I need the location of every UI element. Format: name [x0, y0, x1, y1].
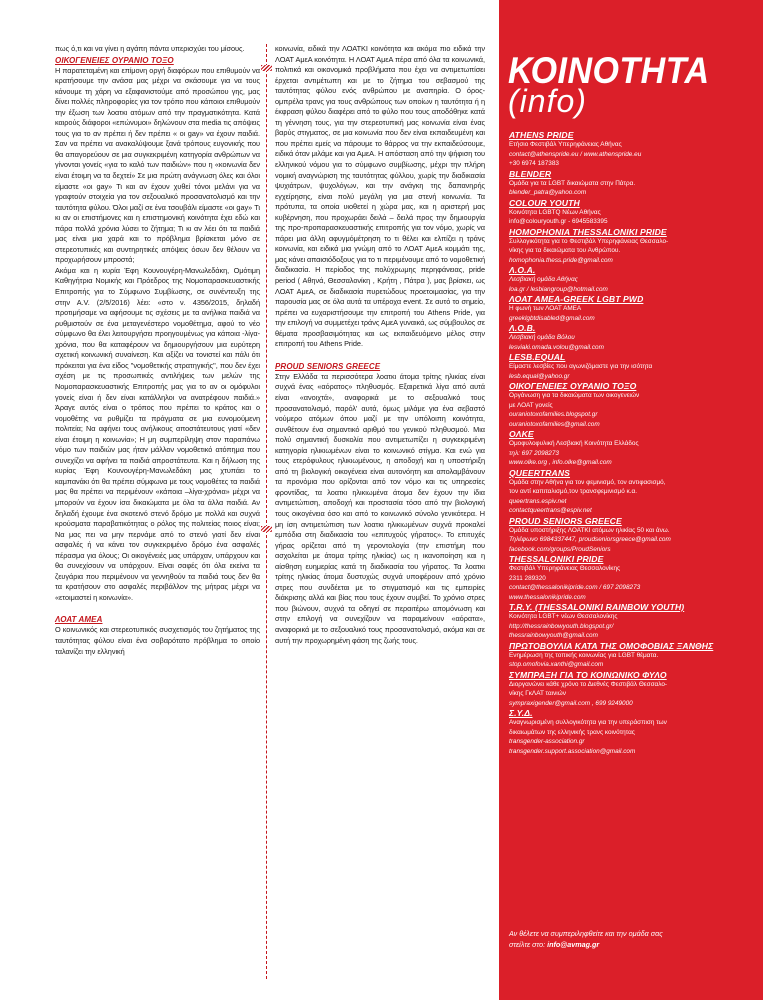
organization-detail: www.thessalonikipride.com: [509, 593, 586, 601]
organization-detail: http://thessrainbowyouth.blogspot.gr/: [509, 622, 614, 630]
footer-prefix: στείλτε στο:: [509, 940, 548, 949]
paragraph: Ο κοινωνικός και στερεοτυπικός συσχετισμός του ζητήματος της ταυτότητας φύλου είναι ένα σοβαρότατο πρόβλημα το οποίο ταλανίζει την ελληνική: [55, 625, 260, 656]
footer-note: Αν θέλετε να συμπεριληφθείτε και την ομάδα σας: [509, 929, 663, 938]
organization-detail: contact@athenspride.eu / www.athenspride.eu: [509, 150, 642, 158]
organization-detail: loa.gr / lesbiangroup@hotmail.com: [509, 285, 608, 293]
organization-detail: thessrainbowyouth@gmail.com: [509, 632, 598, 639]
organization-detail: Λεσβιακή ομάδα Βόλου: [509, 334, 575, 341]
organization-detail: τηλ: 697 2098273: [509, 449, 559, 457]
organization-detail: greeklgbtdisabled@gmail.com: [509, 314, 595, 322]
organization-name: T.R.Y. (THESSALONIKI RAINBOW YOUTH): [509, 602, 685, 612]
organization-entry: [509, 323, 757, 352]
paragraph: πως ό,τι και να γίνει η αγάπη πάντα υπερισχύει του μίσους.: [55, 44, 245, 53]
organization-entry: [509, 130, 757, 169]
organization-detail: τον αντί καπιταλισμό,τον τρανσφεμινισμό κ.α.: [509, 488, 637, 495]
organization-detail: lesb.equal@yahoo.gr: [509, 372, 570, 380]
community-info-sidebar: [499, 0, 763, 1000]
article-column-1: [55, 44, 260, 657]
organization-detail: transgender-association.gr: [509, 738, 585, 745]
organization-detail: lesviaki.omada.volou@gmail.com: [509, 343, 604, 351]
organization-detail: Ομάδα υποστήριξης ΛΟΑΤΚΙ ατόμων ηλικίας 50 και άνω.: [509, 526, 670, 534]
organization-entry: [509, 468, 757, 516]
organization-detail: homophonia.thess.pride@gmail.com: [509, 256, 613, 264]
divider-hatch: [261, 65, 272, 71]
organization-name: Λ.Ο.Β.: [509, 323, 536, 333]
organization-name: Σ.Υ.Δ.: [509, 708, 533, 718]
organization-detail: δικαιωμάτων της ελληνικής τρανς κοινότητας: [509, 728, 635, 736]
organization-detail: ouraniotoxofamilies.blogspot.gr: [509, 411, 598, 418]
section-heading-disabled: ΛΟΑΤ ΑΜΕΑ: [55, 615, 103, 625]
divider-hatch: [261, 526, 272, 532]
section-heading-families: ΟΙΚΟΓΕΝΕΙΕΣ ΟΥΡΑΝΙΟ ΤΟΞΟ: [55, 55, 174, 65]
organization-name: ΟΙΚΟΓΕΝΕΙΕΣ ΟΥΡΑΝΙΟ ΤΟΞΟ: [509, 381, 637, 391]
organization-detail: Λεσβιακή ομάδα Αθήνας: [509, 276, 578, 283]
sidebar-footer: [509, 928, 757, 950]
organization-name: QUEERTRANS: [509, 467, 571, 478]
organization-detail: με ΛΟΑΤ γονείς: [509, 401, 553, 409]
organization-detail: facebook.com/groups/ProudSeniors: [509, 545, 611, 553]
organization-detail: νίκης ΓκΛΑΤ ταινιών: [509, 690, 566, 697]
organization-detail: blender_patra@yahoo.com: [509, 189, 587, 196]
article-column-2: [275, 44, 485, 646]
organization-entry: [509, 554, 757, 602]
paragraph: Στην Ελλάδα τα περισσότερα λοατκι άτομα τρίτης ηλικίας είναι συχνά ένας «αόρατος» πληθυσμός. Εξαιρετικά λίγα από αυτά είναι «ανοιχτά», αναφορικά με το σεξουαλικό τους προσανατολισμό, παρόλ' αυτά, όμως μιλάμε για ένα σεβαστό νούμερο ατόμων όπου μαζί με την υπόλοιπη κοινότητα, συνθέτουν ένα σημαντικό αριθμό του γενικού πληθυσμού. Μια πολύ σημαντική δυσκολία που αντιμετωπίζει η συγκεκριμένη κατηγορία ηλικιωμένων είναι το κοινωνικό στίγμα. Και ενώ για τους ετερόφυλους ηλικιωμένους, η αποδοχή και η υποστήριξη από τη βιολογική οικογένεια είναι αυτονόητη και απολαμβάνουν τα προνόμια που ορίζονται από τον νόμο και τις υπηρεσίες φροντίδας, τα λοατκι ηλικιωμένα άτομα δεν έχουν την ίδια αντιμετώπιση, αποδοχή και προστασία τόσο από την βιολογική τους οικογένεια όσο και από το κοινωνικό σύνολο γενικότερα. Η μη ίση αντιμετώπιση των λοατκι ηλικιωμένων συχνά προκαλεί εμπόδια στη διαδικασία του «επιτυχούς γήρατος». Το επιτυχές γήρας ορίζεται από τη γεροντολογία (την επιστήμη που ασχολείται με άτομα τρίτης ηλικίας) ως η ικανοποίηση και η αίσθηση ευημερίας κατά τη διαδικασία του γήρατος. Τα λοατκι τρίτης ηλικίας άτομα δυστυχώς συχνά υποφέρουν από χρόνιο στρες που συνδέεται με το στιγματισμό και τις εμπειρίες διάκρισης αλλά και βίας που τους έχουν συμβεί. Το χρόνιο στρες που βιώνουν, συχνά τα οδηγεί σε περαιτέρω απομόνωση και στην επιλογή να συνεχίζουν να παραμείνουν «αόρατα», αναφορικά με το σεξουαλικό τους προσανατολισμό, ακόμα και σε αυτή την προχωρημένη φάση της ζωής τους.: [275, 371, 485, 645]
organization-detail: Ομάδα στην Αθήνα για τον φεμινισμό, τον αντιφασισμό,: [509, 478, 666, 486]
organization-name: LESB.EQUAL: [509, 352, 566, 362]
organization-detail: Ομάδα για τα LGBT δικαιώματα στην Πάτρα.: [509, 179, 636, 187]
organization-name: ΣΥΜΠΡΑΞΗ ΓΙΑ ΤΟ ΚΟΙΝΩΝΙΚΟ ΦΥΛΟ: [509, 669, 667, 680]
organization-detail: Διοργανώνει κάθε χρόνο το Διεθνές Φεστιβάλ Θεσσαλο-: [509, 680, 668, 688]
organization-detail: Συλλογικότητα για το Φεστιβάλ Υπερηφάνειας Θεσσαλο-: [509, 237, 669, 245]
organization-detail: Ομοφυλοφυλική Λεσβιακή Κοινότητα Ελλάδος: [509, 440, 639, 447]
organization-name: ΛΟΑΤ AMEA-GREEK LGBT PWD: [509, 294, 644, 304]
organization-entry: [509, 294, 757, 323]
paragraph: Η παρατεταμένη και επίμονη οργή διαφόρων που επιθυμούν να κρατήσουμε την ανάσα μας μέχρι να σκάσουμε για να τους κάνουμε τη χάρη να εξαφανιστούμε από προσώπου γης, μας δίνει πολλές πληροφορίες για τον τρόπο που κάποιοι επιθυμούν την έξωση των λοατκι ατόμων από την πραγματικότητα. Κατά καιρούς διάφοροι «επώνυμοι» δηλώνουν στα media τις απόψεις τους για το αν πρέπει ή δεν πρέπει « οι gay» να έχουν παιδιά. Σαν να πρέπει να ανακαλύψουμε ξανά τρόπους ευγονικής που θα απαγορεύουν σε μια συγκεκριμένη κατηγορία ανθρώπων να γίνονται γονείς «για το καλό των παιδιών» που η «κοινωνία δεν είναι έτοιμη να τα δεχτεί» Σε μια πρώτη ανάγνωση όλες και όλοι είμαστε «οι gay» Τι και αν έχουν χυθεί τόνοι μελάνι για να γραφτούν στοιχεία για τον σεξουαλικό προσανατολισμό και την ταυτότητα φύλου. Όλοι μαζί σε ένα τσουβάλι είμαστε «οι gay» Τι κι αν οι επιστήμονες και η επιστημονική κοινότητα έχει εδώ και πάρα πολλά χρόνια λύσει το ζήτημα; Τι κι αν λέει ότι τα παιδιά μας είναι μια χαρά και το πρόβλημα βρίσκεται μόνο σε στερεοτυπικές και συντηρητικές απόψεις όσων δεν θέλουν να προχωρήσουν μπροστά;: [55, 65, 260, 265]
organization-detail: transgender.support.association@gmail.com: [509, 747, 636, 755]
organization-detail: sympraxigender@gmail.com , 699 9249000: [509, 699, 633, 707]
organization-entry: [509, 708, 757, 756]
organization-detail: info@colouryouth.gr - 6945583395: [509, 218, 608, 225]
column-divider: [266, 44, 267, 979]
organization-name: ΟΛΚΕ: [509, 429, 534, 439]
organization-detail: Ετήσιο Φεστιβάλ Υπερηφάνειας Αθήνας: [509, 141, 622, 148]
organization-name: ATHENS PRIDE: [509, 130, 574, 140]
organization-name: THESSALONIKI PRIDE: [509, 554, 604, 564]
organization-detail: Είμαστε λεσβίες που αγωνιζόμαστε για την ισότητα: [509, 363, 653, 370]
organization-entry: [509, 381, 757, 429]
organization-entry: [509, 429, 757, 468]
organization-detail: Κοινότητα LGBTQ Νέων Αθήνας: [509, 208, 601, 216]
paragraph: Ακόμα και η κυρία Έφη Κουνουγέρη-Μανωλεδάκη, Ομότιμη Καθηγήτρια Νομικής και Πρόεδρος της Νομοπαρασκευαστικής Επιτροπής για το Σύμφωνο Συμβίωσης, σε συνέντευξη της στην Α.V. (2/5/2016) λέει: «στο ν. 4356/2015, δηλαδή προτιμήσαμε να αφήσουμε τις σχέσεις με τα ανήλικα παιδιά να ρυθμιστούν σε ένα μεταγενέστερο νομοθέτημα, αφού το νέο σύμφωνο θα έλει λειτουργήσει προηγουμένως για κάποια -λίγα- χρόνια, που θα καταφέρουν να δημιουργήσουν μια ευρύτερη σχετική κοινωνική συναίνεση. Και αξίζει να τονιστεί και πάλι ότι πρόκειται για ένα είδος "νομοθετικής στρατηγικής", που δεν έχει σχέση με τις προσωπικές αντιλήψεις των μελών της Νομοπαρασκευαστικής Επιτροπής μας για το αν οι ομόφυλοι γονείς είναι ή δεν είναι κατάλληλοι να ανατρέφουν παιδιά.» Άραγε αυτός είναι ο τρόπος που πρέπει το κράτος και ο νομοθέτης να ρυθμίζει τα πράγματα σε μια ευνομούμενη πολιτεία; Να αφήνει τους ανήλικους αποστάτευτους γιατί «δεν είναι έτοιμη η κοινωνία»; Η μη συμπερίληψη στον παραπάνω νόμο των παιδιών μας ήταν μάλλον νομοθετικό ατόπημα που συνεχίζει να αφήνει τα παιδιά απροστάτευτα. Και η δήλωση της κυρίας Έφη Κουνουγέρη-Μανωλεδάκη μας χτυπάει το καμπανάκι ότι θα πρέπει σύμφωνα με τους νομοθέτες τα παιδιά μας θα πρέπει να περιμένουν «κάποια –λίγα-χρόνια» μέχρι να μπορούν να έχουν ίσα δικαιώματα με όλα τα άλλα παιδιά. Αν δηλαδή έχουμε ένα σκοτεινό στενό δρόμο με πολλά και συχνά κρούσματα παραβατικότητας ο ρόλος της πολιτείας ποιος είναι; Να μας πει να μην περνάμε από το στενό γιατί δεν είναι ασφαλές ή να κάνει τον συγκεκριμένο δρόμο ένα ασφαλές πέρασμα για όλους; Οι οικογένειές μας υπάρχαν, υπάρχουν και θα συνεχίσουν να υπάρχουν. Είναι σαφές ότι όλα εκείνα τα ζευγάρια που περιμένουν να γεννηθούν τα παιδιά τους δεν θα τα κρατήσουν στο ασφαλές περιβάλλον της μήτρας μέχρι να «ετοιμαστεί η κοινωνία».: [55, 265, 260, 602]
organization-entry: [509, 602, 757, 641]
sidebar-subtitle: (info): [508, 83, 587, 119]
organization-detail: contactqueertrans@espiv.net: [509, 507, 592, 514]
organization-list: [509, 130, 757, 756]
sidebar-title: ΚΟΙΝΟΤΗΤΑ: [508, 50, 710, 91]
organization-entry: [509, 670, 757, 709]
organization-detail: www.olke.org , info.olke@gmail.com: [509, 459, 612, 466]
organization-entry: [509, 516, 757, 555]
organization-entry: [509, 265, 757, 294]
organization-name: BLENDER: [509, 168, 552, 179]
organization-detail: νίκης για τα δικαιώματα του Ανθρώπου.: [509, 247, 621, 254]
organization-detail: Φεστιβάλ Υπερηφάνειας Θεσσαλονίκης: [509, 565, 621, 572]
organization-name: ΠΡΩΤΟΒΟΥΛΙΑ ΚΑΤΑ ΤΗΣ ΟΜΟΦΟΒΙΑΣ ΞΑΝΘΗΣ: [509, 640, 714, 651]
organization-name: HOMOPHONIA THESSALONIKI PRIDE: [509, 226, 667, 237]
organization-entry: [509, 169, 757, 198]
organization-detail: +30 6974 187383: [509, 160, 559, 167]
organization-detail: Η φωνή των ΛΟΑΤ ΑΜΕΑ: [509, 305, 582, 312]
organization-detail: stop.omofovia.xanthi@gmail.com: [509, 661, 604, 668]
footer-email-link[interactable]: info@avmag.gr: [547, 940, 600, 949]
organization-detail: Τηλέφωνο 6984337447, proudseniorsgreece@gmail.com: [509, 536, 671, 543]
organization-detail: Ενημέρωση της τοπικής κοινωνίας για LGBT θέματα.: [509, 651, 659, 659]
section-heading-seniors: PROUD SENIORS GREECE: [275, 361, 381, 371]
organization-detail: Οργάνωση για τα δικαιώματα των οικογενειών: [509, 392, 640, 399]
organization-detail: ouraniotoxofamilies@gmail.com: [509, 420, 600, 428]
organization-detail: Κοινότητα LGBT+ νέων Θεσσαλονίκης: [509, 613, 618, 620]
organization-entry: [509, 198, 757, 227]
organization-name: COLOUR YOUTH: [509, 197, 580, 208]
footer-contact: [509, 939, 757, 950]
paragraph: κοινωνία, ειδικά την ΛΟΑΤΚΙ κοινότητα και ακόμα πιο ειδικά την ΛΟΑΤ ΑμεΑ κοινότητα. Η ΛΟΑΤ ΑμεΑ πέρα από όλα τα κοινωνικά, πολιτικά και οικονομικά προβλήματα που έχει να αντιμετωπίσει έρχεται αντιμέτωπη και με το ζήτημα του σεβασμού της ταυτότητας φύλου ενός ανθρώπου με αναπηρία. Ο όρος-ομπρέλα τρανς για τους ανθρώπους των οποίων η ταυτότητα ή η έκφραση φύλου διαφέρει από το φύλο που τους αποδόθηκε κατά τη γέννηση τους, για την στερεοτυπική μας κοινωνία είναι ένας βαρύς στιγματος, σε μια κοινωνία που δεν είναι εκπαιδευμένη και που πρέπει εμείς να πάρουμε το θάρρος να την εκπαιδεύσουμε, ειδικά όταν μιλάμε και για ΑμεΑ. Η απόσταση από την ψήφιση του ελληνικού νόμου για το σύμφωνο συμβίωσης, μέχρι την πλήρη νομική αναγνώριση της ταυτότητας φύλλου, χωρίς την διαδικασία ψυχιάτρων, ψυχολόγων, και την ανάγκη της δαπανηρής εγχείρησης, είναι πολύ μεγάλη για μια στενή κοινωνία. Τα πρότυπα, τα οποία υιοθετεί η χώρα μας, και η αριστερή μας κυβέρνηση, που προχωράει δειλά – δειλά προς την δημιουργία της προ-προπαρασκευαστικής επιτροπής για τον νόμο, χωρίς να πάρει μια άλλη αφυγμόμέτρηση το τι θέλει και ελπίζει η τράνς κοινωνία, και ειδικά μια γνώμη από το ΛΟΑΤ ΑμεΑ κομμάτι της, μας κάνει απαισιόδοξους για το τι περιμένουμε από το νομοθετική διαδικασία. Η περίοδος της πολύχρωμης περηφάνειας, pride period ( Αθηνά, Θεσσαλονίκη , Κρήτη , Πάτρα ), μας βρίσκει, ως ΛΟΑΤ ΑμεΑ, σε διαδικασία πυρετώδους προετοιμασίας, για την παρουσία μας σε όλα αυτά τα υπέροχα event. Σε αυτό το σημείο, πρέπει να ευχαριστήσουμε την επιτροπή του Athens Pride, για την επιλογή να συμμετέχει τράνς ΑμεΑ γυναικά, ως σύμβουλος σε θέματα προσβασιμότητας και ως εκπαιδευόμενο μέλος στην επιτροπή του Athens Pride.: [275, 44, 485, 349]
organization-name: Λ.Ο.Α.: [509, 265, 536, 275]
organization-detail: 2311 289320: [509, 574, 546, 582]
organization-detail: contact@thessalonikipride.com / 697 2098273: [509, 584, 641, 591]
organization-detail: queertrans.espiv.net: [509, 497, 567, 505]
organization-entry: [509, 352, 757, 381]
organization-entry: [509, 641, 757, 670]
organization-entry: [509, 227, 757, 266]
organization-detail: Αναγνωρισμένη συλλογικότητα για την υπεράσπιση των: [509, 719, 667, 726]
organization-name: PROUD SENIORS GREECE: [509, 515, 622, 526]
